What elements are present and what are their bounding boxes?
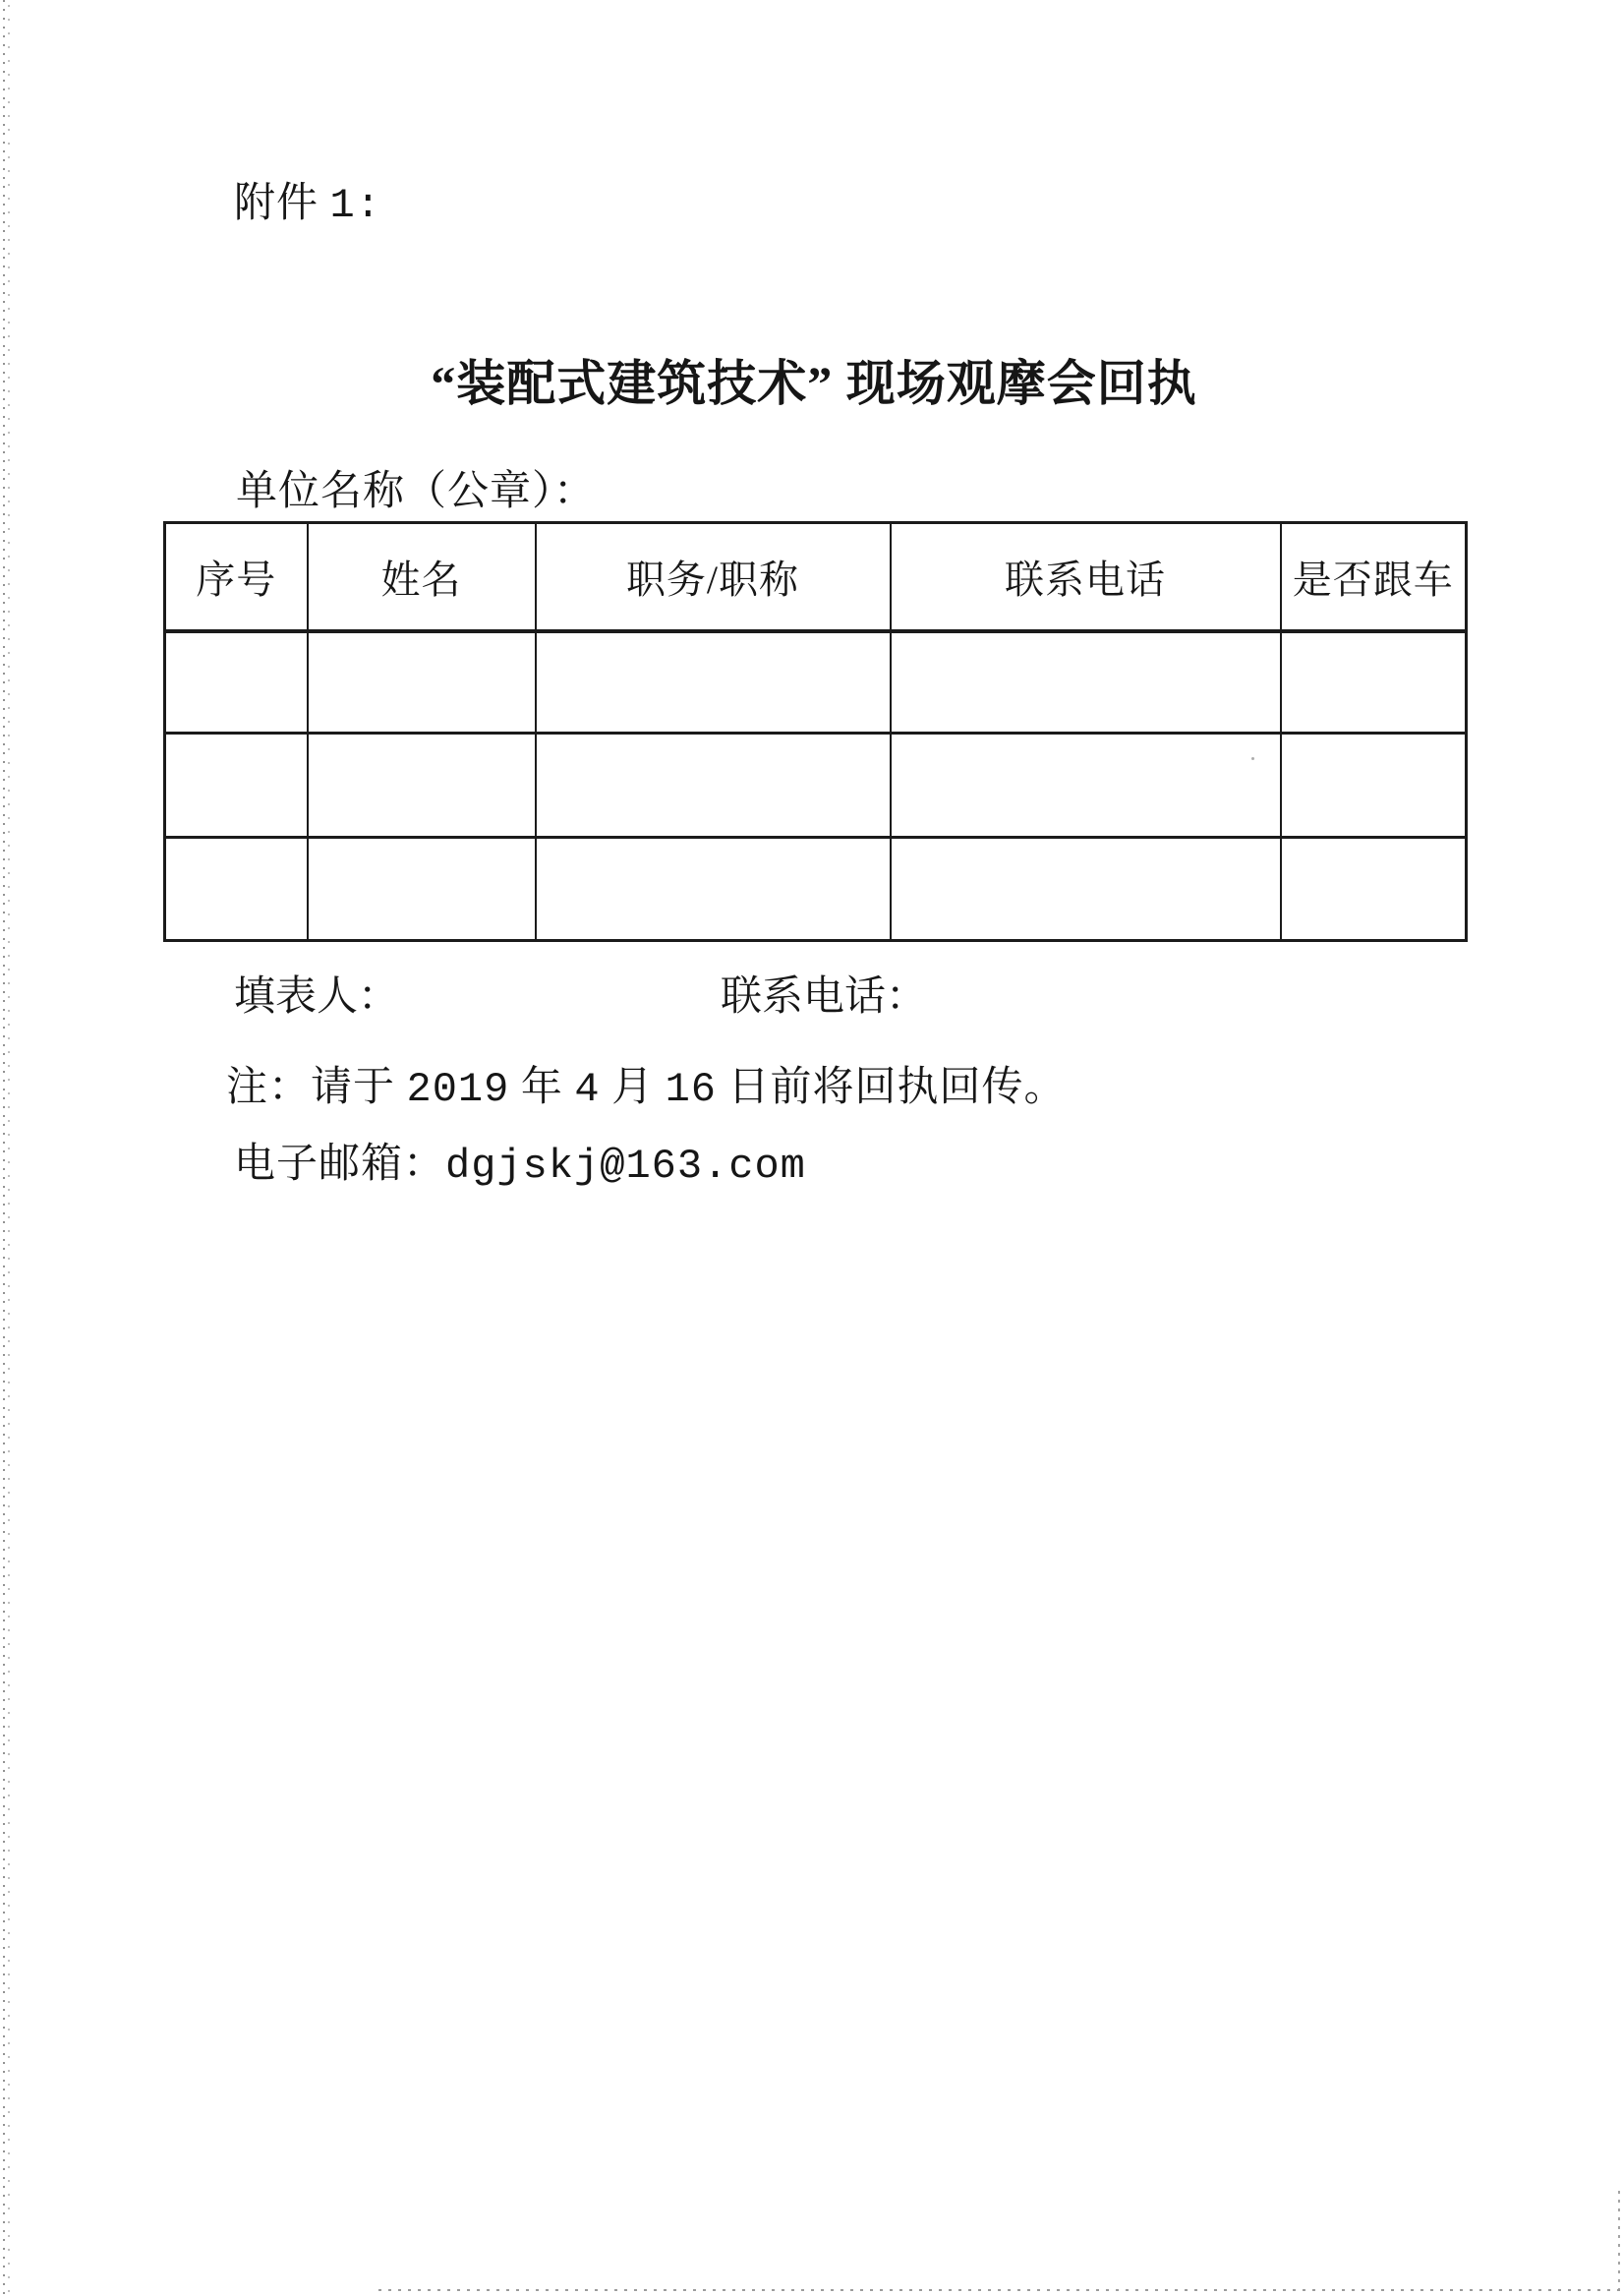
- bottom-right-scan-dots: [1618, 2191, 1620, 2289]
- table-cell: [536, 631, 891, 734]
- attachment-label: [234, 179, 381, 230]
- email-label: 电子邮箱：: [234, 1142, 446, 1187]
- header-cell-position-title: 职务/职称: [536, 523, 891, 632]
- attendee-roster-table: [163, 521, 1468, 942]
- table-row: [165, 631, 1467, 734]
- table-cell: [165, 631, 308, 734]
- table-cell: [891, 838, 1281, 941]
- table-cell: [891, 631, 1281, 734]
- header-cell-take-bus: 是否跟车: [1281, 523, 1467, 632]
- table-cell: [1281, 631, 1467, 734]
- left-edge-scan-noise-secondary: [8, 0, 10, 2296]
- table-cell: [165, 838, 308, 941]
- note-part: 日前将回执回传。: [717, 1065, 1067, 1110]
- table-cell: [308, 838, 536, 941]
- table-cell: [165, 734, 308, 838]
- table-cell: [891, 734, 1281, 838]
- header-cell-name: 姓名: [308, 523, 536, 632]
- form-filler-label: 填表人：: [234, 974, 400, 1020]
- table-cell: [308, 734, 536, 838]
- attachment-label-prefix: 附件: [234, 181, 330, 226]
- email-line: [234, 1131, 806, 1190]
- table-row: [165, 838, 1467, 941]
- note-day: 16: [665, 1066, 718, 1113]
- note-part: 注：请于: [226, 1065, 407, 1110]
- contact-phone-label: 联系电话：: [721, 974, 928, 1020]
- table-cell: [1281, 734, 1467, 838]
- header-cell-contact-phone: 联系电话: [891, 523, 1281, 632]
- table-header-row: [165, 523, 1467, 632]
- attachment-label-number: 1:: [329, 182, 381, 229]
- table-cell: [536, 734, 891, 838]
- note-part: 年: [509, 1065, 575, 1110]
- bottom-edge-scan-dots: [378, 2289, 1623, 2291]
- note-month: 4: [574, 1066, 601, 1113]
- note-year: 2019: [406, 1066, 510, 1113]
- note-text: [226, 1054, 1067, 1113]
- email-value: dgjskj@163.com: [445, 1143, 806, 1190]
- note-part: 月: [600, 1065, 666, 1110]
- table-cell: [1281, 838, 1467, 941]
- page-title: “装配式建筑技术” 现场观摩会回执: [431, 356, 1197, 411]
- table-cell: [308, 631, 536, 734]
- table-cell: [536, 838, 891, 941]
- header-cell-serial-number: 序号: [165, 523, 308, 632]
- form-filler-line: [0, 964, 1623, 1020]
- unit-name-label: 单位名称（公章）：: [236, 469, 597, 514]
- table-row: [165, 734, 1467, 838]
- left-edge-scan-noise: [3, 0, 5, 2296]
